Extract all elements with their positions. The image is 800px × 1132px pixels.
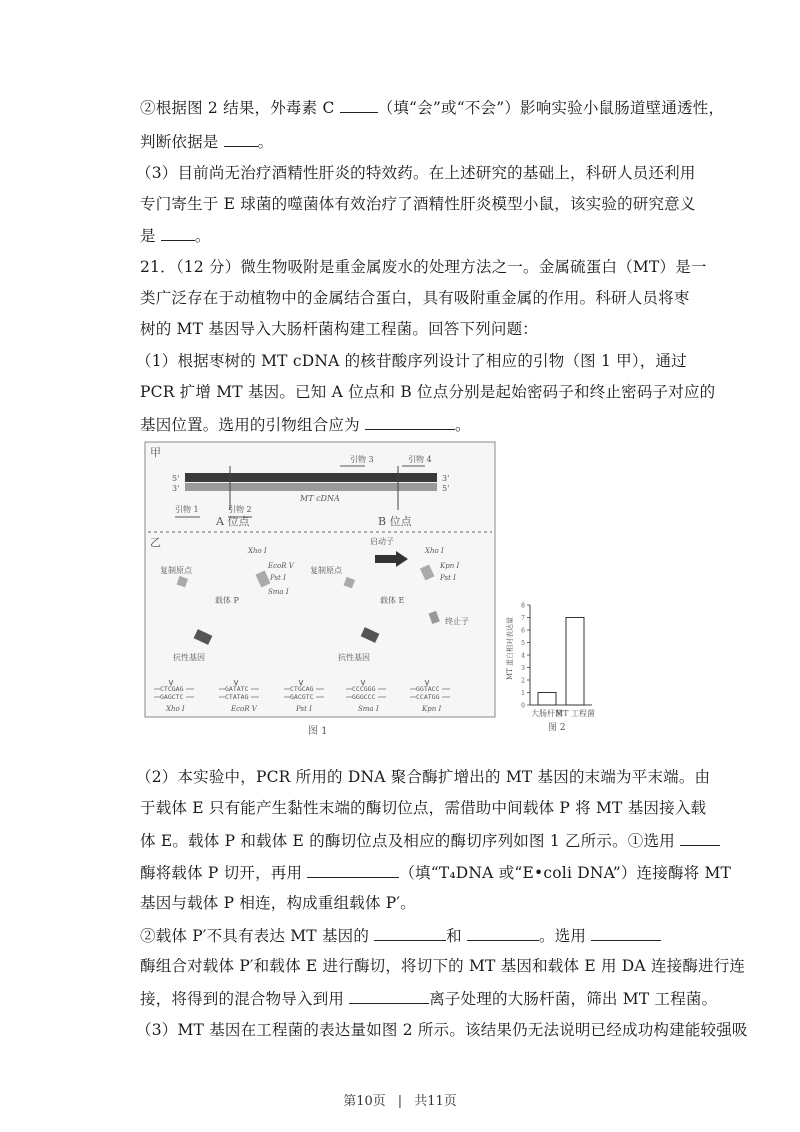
text-line bbox=[136, 350, 696, 372]
terminator-label: 终止子 bbox=[445, 617, 469, 626]
answer-blank[interactable] bbox=[224, 130, 258, 147]
text-segment: 类广泛存在于动植物中的金属结合蛋白，具有吸附重金属的作用。科研人员将枣 bbox=[140, 289, 690, 307]
resistance-label: 抗性基因 bbox=[338, 653, 370, 662]
y-tick-label: 0 bbox=[521, 702, 525, 710]
enzyme-label: Xho I bbox=[248, 547, 267, 555]
bar bbox=[566, 618, 584, 706]
text-line bbox=[140, 829, 700, 852]
answer-blank[interactable] bbox=[349, 987, 429, 1004]
enzyme-name: Pst I bbox=[296, 705, 312, 713]
text-line bbox=[140, 381, 716, 403]
text-segment: 判断依据是 bbox=[140, 133, 224, 151]
enzyme-label: Kpn I bbox=[440, 562, 460, 570]
primer-label: 引物 2 bbox=[228, 505, 252, 514]
vector-e-label: 载体 E bbox=[380, 596, 405, 605]
text-segment: 和 bbox=[446, 927, 467, 945]
text-segment: ②载体 P′不具有表达 MT 基因的 bbox=[140, 927, 375, 945]
text-segment: 基因与载体 P 相连，构成重组载体 P′。 bbox=[140, 894, 416, 912]
figure-2-chart bbox=[505, 603, 595, 734]
dna-strand-bottom bbox=[185, 483, 437, 491]
y-tick-label: 2 bbox=[521, 677, 525, 685]
text-line bbox=[140, 955, 746, 977]
cdna-label: MT cDNA bbox=[300, 494, 340, 503]
y-tick-label: 8 bbox=[521, 602, 525, 610]
footer-separator: | bbox=[397, 1094, 403, 1109]
text-line bbox=[140, 924, 700, 947]
y-tick-label: 7 bbox=[521, 615, 525, 622]
text-line bbox=[140, 861, 732, 884]
text-segment: （填“T₄DNA 或“E•coli DNA”）连接酶将 MT bbox=[399, 864, 732, 882]
text-line bbox=[140, 96, 725, 119]
site-a-label: A 位点 bbox=[216, 515, 250, 528]
text-line bbox=[140, 892, 700, 914]
text-segment: （3）MT 基因在工程菌的表达量如图 2 所示。该结果仍无法说明已经成功构建能较强吸 bbox=[136, 1021, 748, 1039]
text-segment: （2）本实验中，PCR 所用的 DNA 聚合酶扩增出的 MT 基因的末端为平末端。由 bbox=[136, 768, 711, 786]
enzyme-name: Xho I bbox=[166, 705, 185, 713]
sequence-top: CTGCAG bbox=[290, 685, 314, 693]
sequence-bottom: GACGTC bbox=[290, 693, 314, 701]
strand-end-label: 3' bbox=[172, 484, 180, 493]
text-segment: 。 bbox=[257, 133, 274, 151]
y-axis-label: MT 蛋白相对表达量 bbox=[506, 616, 514, 680]
text-line bbox=[140, 287, 700, 309]
figure-2-caption: 图 2 bbox=[548, 723, 566, 733]
sequence-top: CCCGGG bbox=[352, 685, 376, 693]
y-tick-label: 1 bbox=[521, 690, 525, 697]
text-segment: 基因位置。选用的引物组合应为 bbox=[140, 416, 365, 434]
answer-blank[interactable] bbox=[680, 829, 720, 846]
x-category-label: 大肠杆菌 bbox=[531, 709, 563, 718]
strand-end-label: 3' bbox=[442, 474, 450, 483]
promoter-label: 启动子 bbox=[370, 537, 394, 546]
origin-label: 复制原点 bbox=[160, 566, 192, 575]
strand-end-label: 5' bbox=[442, 484, 450, 493]
text-segment: PCR 扩增 MT 基因。已知 A 位点和 B 位点分别是起始密码子和终止密码子对应的 bbox=[140, 383, 716, 401]
text-segment: ②根据图 2 结果，外毒素 C bbox=[140, 99, 340, 117]
enzyme-label: Sma I bbox=[268, 588, 289, 596]
primer-label: 引物 1 bbox=[175, 505, 199, 514]
text-segment: 于载体 E 只有能产生黏性末端的酶切位点，需借助中间载体 P 将 MT 基因接入载 bbox=[140, 799, 707, 817]
sequence-bottom: CCATGG bbox=[416, 693, 440, 701]
y-tick-label: 3 bbox=[521, 665, 525, 672]
sequence-bottom: GGGCCC bbox=[352, 693, 376, 701]
text-line bbox=[140, 318, 700, 340]
text-segment: （1）根据枣树的 MT cDNA 的核苷酸序列设计了相应的引物（图 1 甲），通过 bbox=[136, 352, 687, 370]
answer-blank[interactable] bbox=[307, 861, 399, 878]
resistance-label: 抗性基因 bbox=[173, 653, 205, 662]
page-total: 共11页 bbox=[414, 1094, 457, 1109]
answer-blank[interactable] bbox=[340, 96, 378, 113]
enzyme-name: Kpn I bbox=[422, 705, 442, 713]
panel-b-label: 乙 bbox=[150, 536, 161, 549]
text-line bbox=[140, 256, 707, 278]
panel-a-label: 甲 bbox=[150, 446, 161, 459]
text-segment: 。选用 bbox=[539, 927, 592, 945]
sequence-bottom: GAGCTC bbox=[160, 693, 184, 701]
answer-blank[interactable] bbox=[374, 924, 446, 941]
page-footer bbox=[0, 1090, 800, 1109]
text-line bbox=[140, 797, 707, 819]
text-segment: 树的 MT 基因导入大肠杆菌构建工程菌。回答下列问题： bbox=[140, 320, 538, 338]
sequence-top: GGTACC bbox=[416, 685, 440, 693]
primer-label: 引物 3 bbox=[350, 455, 374, 464]
figure-1-caption: 图 1 bbox=[308, 726, 328, 737]
enzyme-label: Pst I bbox=[270, 574, 286, 582]
y-tick-label: 4 bbox=[521, 652, 525, 660]
text-line bbox=[140, 130, 700, 153]
enzyme-name: EcoR V bbox=[231, 705, 257, 713]
enzyme-label: Xho I bbox=[425, 547, 444, 555]
figure-1-and-2 bbox=[140, 440, 695, 740]
text-segment: 。 bbox=[194, 227, 211, 245]
bar bbox=[538, 693, 556, 706]
sequence-top: CTCGAG bbox=[160, 685, 184, 693]
text-segment: （填“会”或“不会”）影响实验小鼠肠道壁通透性， bbox=[377, 99, 725, 117]
text-line bbox=[136, 162, 696, 184]
y-tick-label: 6 bbox=[521, 627, 525, 635]
vector-p-label: 载体 P bbox=[215, 596, 239, 605]
text-line bbox=[136, 766, 711, 788]
text-segment: 21．（12 分）微生物吸附是重金属废水的处理方法之一。金属硫蛋白（MT）是一 bbox=[140, 258, 707, 276]
text-segment: 体 E。载体 P 和载体 E 的酶切位点及相应的酶切序列如图 1 乙所示。①选用 bbox=[140, 832, 681, 850]
text-segment: 。 bbox=[454, 416, 471, 434]
answer-blank[interactable] bbox=[161, 224, 195, 241]
text-segment: 接，将得到的混合物导入到用 bbox=[140, 990, 350, 1008]
page-number: 第10页 bbox=[343, 1094, 386, 1109]
y-tick-label: 5 bbox=[521, 640, 525, 647]
answer-blank[interactable] bbox=[591, 924, 661, 941]
answer-blank[interactable] bbox=[467, 924, 539, 941]
sequence-bottom: CTATAG bbox=[225, 693, 249, 701]
primer-label: 引物 4 bbox=[408, 455, 432, 464]
text-segment: 专门寄生于 E 球菌的噬菌体有效治疗了酒精性肝炎模型小鼠，该实验的研究意义 bbox=[140, 195, 696, 213]
text-line bbox=[140, 224, 700, 247]
x-category-label: MT 工程菌 bbox=[554, 709, 596, 718]
text-segment: （3）目前尚无治疗酒精性肝炎的特效药。在上述研究的基础上，科研人员还利用 bbox=[136, 164, 696, 182]
enzyme-name: Sma I bbox=[358, 705, 379, 713]
text-line bbox=[136, 1019, 748, 1041]
text-line bbox=[140, 987, 718, 1010]
answer-blank[interactable] bbox=[365, 413, 455, 430]
text-segment: 是 bbox=[140, 227, 161, 245]
sequence-top: GATATC bbox=[225, 685, 249, 693]
site-b-label: B 位点 bbox=[378, 515, 412, 528]
origin-label: 复制原点 bbox=[310, 566, 342, 575]
enzyme-label: Pst I bbox=[440, 574, 456, 582]
text-segment: 酶组合对载体 P′和载体 E 进行酶切，将切下的 MT 基因和载体 E 用 DA 连接酶进行连 bbox=[140, 957, 746, 975]
text-segment: 酶将载体 P 切开，再用 bbox=[140, 864, 308, 882]
text-line bbox=[140, 413, 700, 436]
text-line bbox=[140, 193, 700, 215]
enzyme-label: EcoR V bbox=[268, 562, 294, 570]
text-segment: 离子处理的大肠杆菌，筛出 MT 工程菌。 bbox=[429, 990, 718, 1008]
strand-end-label: 5' bbox=[172, 474, 180, 483]
dna-strand-top bbox=[185, 473, 437, 482]
